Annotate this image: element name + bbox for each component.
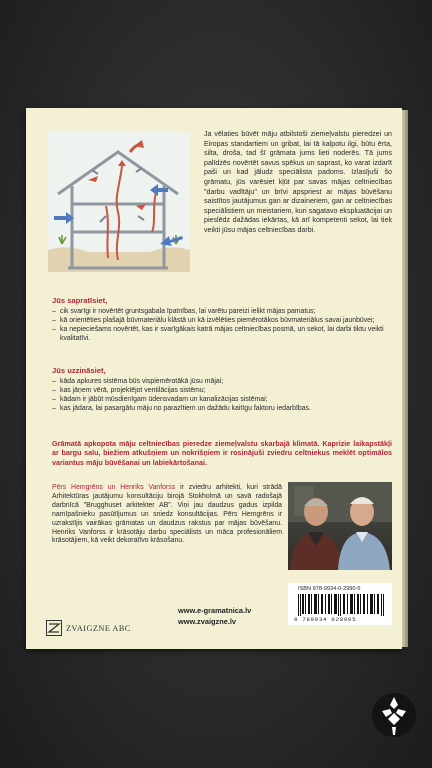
authors-bio: ir zviedru arhitekti, kuri strādā Arhitektūras jautājumu konsultāciju birojā Stokholmā un savā radošajā darbnīcā "Brugghuset arkitekter AB". Viņi jau daudzus gadus izpilda namīpašnieku pasūtījumus un sniedz konsultācijas. Pērs Hemgrēns ir uzrakstījis vairākas grāmatas un daudzus rakstus par mājas būvēšanu. Henriks Vanforss ir krāsotāju darbu speciālists un māca profesionāliem krāsotājiem, kā veikt dekoratīvo krāsošanu.: [52, 484, 282, 545]
list-item: – kādam ir jābūt mūsdienīgam ūdensvadam un kanalizācijas sistēmai;: [52, 396, 392, 405]
house-ventilation-diagram-icon: [48, 132, 190, 272]
list-item: – ka nepieciešams novērtēt, kas ir svarīgākais katrā mājas celtniecības posmā, un sekot, lai darbi tiktu veikti kvalitatīvi.: [52, 326, 392, 344]
understand-list: [52, 308, 392, 344]
list-item: – kas jāņem vērā, projektējot ventilācijas sistēmu;: [52, 387, 392, 396]
list-item: – cik svarīgi ir novērtēt gruntsgabala īpatnības, lai varētu pareizi ielikt mājas pamatus;: [52, 308, 392, 317]
publisher-name: ZVAIGZNE ABC: [66, 623, 131, 633]
website-links: [178, 606, 251, 628]
diamond-flower-watermark-icon: [370, 685, 418, 745]
section-learn-title: Jūs uzzināsiet,: [52, 366, 106, 375]
book-edge: [402, 110, 408, 647]
highlight-paragraph: Grāmatā apkopota māju celtniecības pieredze ziemeļvalstu skarbajā klimatā. Kaprizie laikapstākļi ar bargu salu, biežiem atkušņiem un nokrišņiem ir rosinājuši zviedru celtniekus meklēt optimālos variantus māju būvēšanai un labiekārtošanai.: [52, 439, 392, 467]
isbn-text: ISBN 978-9934-0-2990-5: [298, 586, 361, 592]
list-item: – kāda apkures sistēma būs vispiemērotākā jūsu mājai;: [52, 378, 392, 387]
section-understand-title: Jūs sapratīsiet,: [52, 296, 108, 305]
website-link-zvaigzne: www.zvaigzne.lv: [178, 616, 237, 626]
website-link-egramatnica: www.e-gramatnica.lv: [178, 606, 252, 615]
publisher-logo: [46, 620, 131, 636]
list-item: – kā orientēties plašajā būvmateriālu klāstā un kā izvēlēties piemērotākos būvmateriālus savai jaunbūvei;: [52, 317, 392, 326]
barcode-label: [288, 583, 392, 625]
authors-paragraph: [52, 484, 282, 546]
learn-list: [52, 378, 392, 414]
zvaigzne-logo-icon: [46, 620, 62, 636]
authors-photo: [288, 482, 392, 570]
barcode-icon: [298, 594, 384, 616]
intro-paragraph: Ja vēlaties būvēt māju atbilstoši ziemeļvalstu pieredzei un Eiropas standartiem un gribat, lai tā kalpotu ilgi, būtu ērta, silta, droša, tad šī grāmata jums lieti noderēs. Tā jums palīdzēs novērtēt savus spēkus un saprast, ko varat izdarīt paši un kad jāludz speciālista padoms. Izlasījuši šo grāmatu, jūs varēsiet kļūt par savas mājas celtniecības "darbu vadītāju" un brīvi apspriest ar mājas būvēšanu saistītos jautājumus gan ar dizaineriem, gan ar celtniecības speciālistiem un meistariem, kuri sagatavo ekspluatācijai un pieslēdz dažādas iekārtas, kā arī kompetenti sekot, lai tiek veikti jūsu mājas celtniecības darbi.: [204, 130, 392, 234]
author-names: Pērs Hemgrēns un Henriks Vanforss: [52, 484, 176, 491]
barcode-number: 9 789934 029905: [294, 616, 357, 623]
list-item: – kas jādara, lai pasargātu māju no parazītiem un dažādu kaitīgu faktoru iedarbības.: [52, 405, 392, 414]
authors-photo-image: [288, 482, 392, 570]
